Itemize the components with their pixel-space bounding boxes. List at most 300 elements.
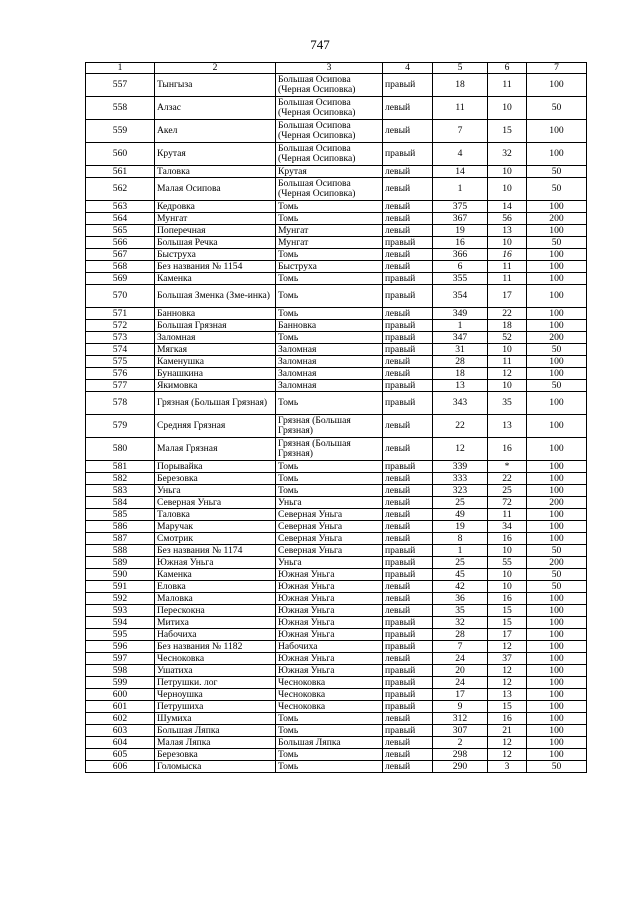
zone-width-cell: 100 <box>527 74 587 97</box>
river-name-cell: Алзас <box>155 97 276 120</box>
table-row <box>86 201 587 213</box>
row-number-cell: 599 <box>86 677 155 689</box>
zone-width-cell: 50 <box>527 178 587 201</box>
river-name-cell: Большая Речка <box>155 237 276 249</box>
distance-from-mouth-cell: 16 <box>433 237 488 249</box>
row-number-cell: 594 <box>86 617 155 629</box>
column-header: 1 <box>86 63 155 74</box>
flows-into-cell: Северная Уньга <box>276 533 383 545</box>
zone-width-cell: 100 <box>527 285 587 308</box>
distance-from-mouth-cell: 355 <box>433 273 488 285</box>
distance-from-mouth-cell: 1 <box>433 545 488 557</box>
river-name-cell: Еловка <box>155 581 276 593</box>
length-km-cell: 12 <box>488 677 527 689</box>
river-name-cell: Малая Грязная <box>155 438 276 461</box>
bank-cell: правый <box>383 143 433 166</box>
length-km-cell: 13 <box>488 225 527 237</box>
length-km-cell: 18 <box>488 320 527 332</box>
row-number-cell: 603 <box>86 725 155 737</box>
table-body <box>86 74 587 773</box>
table-row <box>86 356 587 368</box>
zone-width-cell: 50 <box>527 237 587 249</box>
river-name-cell: Голомыска <box>155 761 276 773</box>
distance-from-mouth-cell: 354 <box>433 285 488 308</box>
zone-width-cell: 100 <box>527 617 587 629</box>
header-row <box>86 63 587 74</box>
zone-width-cell: 100 <box>527 725 587 737</box>
flows-into-cell: Грязная (Большая Грязная) <box>276 415 383 438</box>
river-name-cell: Якимовка <box>155 380 276 392</box>
page-number: 747 <box>310 37 330 52</box>
zone-width-cell: 100 <box>527 415 587 438</box>
zone-width-cell: 100 <box>527 713 587 725</box>
row-number-cell: 591 <box>86 581 155 593</box>
table-row <box>86 225 587 237</box>
zone-width-cell: 100 <box>527 701 587 713</box>
distance-from-mouth-cell: 36 <box>433 593 488 605</box>
flows-into-cell: Томь <box>276 213 383 225</box>
length-km-cell: 11 <box>488 74 527 97</box>
table-row <box>86 761 587 773</box>
table-row <box>86 415 587 438</box>
row-number-cell: 571 <box>86 308 155 320</box>
table-row <box>86 581 587 593</box>
zone-width-cell: 100 <box>527 308 587 320</box>
row-number-cell: 585 <box>86 509 155 521</box>
row-number-cell: 590 <box>86 569 155 581</box>
table-row <box>86 461 587 473</box>
zone-width-cell: 100 <box>527 677 587 689</box>
table-row <box>86 261 587 273</box>
distance-from-mouth-cell: 31 <box>433 344 488 356</box>
river-name-cell: Тынгыза <box>155 74 276 97</box>
table-row <box>86 213 587 225</box>
distance-from-mouth-cell: 49 <box>433 509 488 521</box>
length-km-cell: 11 <box>488 261 527 273</box>
flows-into-cell: Томь <box>276 392 383 415</box>
distance-from-mouth-cell: 6 <box>433 261 488 273</box>
length-km-cell: 52 <box>488 332 527 344</box>
bank-cell: левый <box>383 581 433 593</box>
row-number-cell: 569 <box>86 273 155 285</box>
distance-from-mouth-cell: 12 <box>433 438 488 461</box>
column-header: 2 <box>155 63 276 74</box>
river-name-cell: Быструха <box>155 249 276 261</box>
bank-cell: правый <box>383 545 433 557</box>
bank-cell: правый <box>383 641 433 653</box>
bank-cell: правый <box>383 629 433 641</box>
table-row <box>86 557 587 569</box>
bank-cell: левый <box>383 497 433 509</box>
distance-from-mouth-cell: 7 <box>433 641 488 653</box>
length-km-cell: 34 <box>488 521 527 533</box>
zone-width-cell: 50 <box>527 569 587 581</box>
table-row <box>86 74 587 97</box>
zone-width-cell: 50 <box>527 761 587 773</box>
row-number-cell: 588 <box>86 545 155 557</box>
river-name-cell: Таловка <box>155 509 276 521</box>
row-number-cell: 566 <box>86 237 155 249</box>
zone-width-cell: 200 <box>527 557 587 569</box>
distance-from-mouth-cell: 22 <box>433 415 488 438</box>
distance-from-mouth-cell: 24 <box>433 677 488 689</box>
bank-cell: левый <box>383 521 433 533</box>
table-row <box>86 143 587 166</box>
flows-into-cell: Томь <box>276 285 383 308</box>
flows-into-cell: Томь <box>276 249 383 261</box>
length-km-cell: 16 <box>488 713 527 725</box>
row-number-cell: 595 <box>86 629 155 641</box>
river-name-cell: Каменка <box>155 569 276 581</box>
bank-cell: правый <box>383 320 433 332</box>
table-row <box>86 629 587 641</box>
length-km-cell: 13 <box>488 689 527 701</box>
bank-cell: левый <box>383 605 433 617</box>
row-number-cell: 606 <box>86 761 155 773</box>
distance-from-mouth-cell: 11 <box>433 97 488 120</box>
bank-cell: левый <box>383 653 433 665</box>
length-km-cell: 10 <box>488 97 527 120</box>
row-number-cell: 558 <box>86 97 155 120</box>
table-row <box>86 308 587 320</box>
distance-from-mouth-cell: 323 <box>433 485 488 497</box>
zone-width-cell: 100 <box>527 356 587 368</box>
bank-cell: правый <box>383 332 433 344</box>
flows-into-cell: Большая Осипова (Черная Осиповка) <box>276 143 383 166</box>
bank-cell: левый <box>383 308 433 320</box>
bank-cell: левый <box>383 415 433 438</box>
table-row <box>86 249 587 261</box>
row-number-cell: 568 <box>86 261 155 273</box>
zone-width-cell: 100 <box>527 249 587 261</box>
distance-from-mouth-cell: 28 <box>433 629 488 641</box>
zone-width-cell: 50 <box>527 545 587 557</box>
row-number-cell: 605 <box>86 749 155 761</box>
length-km-cell: 56 <box>488 213 527 225</box>
table-row <box>86 653 587 665</box>
bank-cell: правый <box>383 237 433 249</box>
zone-width-cell: 100 <box>527 485 587 497</box>
distance-from-mouth-cell: 28 <box>433 356 488 368</box>
length-km-cell: 15 <box>488 617 527 629</box>
zone-width-cell: 100 <box>527 593 587 605</box>
row-number-cell: 604 <box>86 737 155 749</box>
table-row <box>86 713 587 725</box>
length-km-cell: 35 <box>488 392 527 415</box>
river-name-cell: Большая Грязная <box>155 320 276 332</box>
length-km-cell: 10 <box>488 237 527 249</box>
river-name-cell: Без названия № 1154 <box>155 261 276 273</box>
distance-from-mouth-cell: 1 <box>433 178 488 201</box>
zone-width-cell: 100 <box>527 273 587 285</box>
table-row <box>86 701 587 713</box>
bank-cell: левый <box>383 533 433 545</box>
zone-width-cell: 100 <box>527 120 587 143</box>
table-row <box>86 533 587 545</box>
flows-into-cell: Заломная <box>276 368 383 380</box>
distance-from-mouth-cell: 42 <box>433 581 488 593</box>
distance-from-mouth-cell: 20 <box>433 665 488 677</box>
zone-width-cell: 100 <box>527 641 587 653</box>
zone-width-cell: 200 <box>527 332 587 344</box>
bank-cell: правый <box>383 665 433 677</box>
row-number-cell: 574 <box>86 344 155 356</box>
length-km-cell: 15 <box>488 701 527 713</box>
distance-from-mouth-cell: 367 <box>433 213 488 225</box>
flows-into-cell: Томь <box>276 308 383 320</box>
length-km-cell: 10 <box>488 344 527 356</box>
bank-cell: левый <box>383 356 433 368</box>
flows-into-cell: Томь <box>276 201 383 213</box>
river-name-cell: Заломная <box>155 332 276 344</box>
row-number-cell: 561 <box>86 166 155 178</box>
length-km-cell: 15 <box>488 120 527 143</box>
flows-into-cell: Большая Осипова (Черная Осиповка) <box>276 120 383 143</box>
river-name-cell: Большая Ляпка <box>155 725 276 737</box>
bank-cell: левый <box>383 761 433 773</box>
bank-cell: левый <box>383 737 433 749</box>
row-number-cell: 573 <box>86 332 155 344</box>
flows-into-cell: Крутая <box>276 166 383 178</box>
zone-width-cell: 50 <box>527 344 587 356</box>
bank-cell: левый <box>383 509 433 521</box>
flows-into-cell: Чесноковка <box>276 677 383 689</box>
bank-cell: правый <box>383 285 433 308</box>
river-name-cell: Без названия № 1174 <box>155 545 276 557</box>
row-number-cell: 565 <box>86 225 155 237</box>
distance-from-mouth-cell: 366 <box>433 249 488 261</box>
table-row <box>86 497 587 509</box>
length-km-cell: 15 <box>488 605 527 617</box>
flows-into-cell: Мунгат <box>276 225 383 237</box>
row-number-cell: 582 <box>86 473 155 485</box>
row-number-cell: 587 <box>86 533 155 545</box>
row-number-cell: 581 <box>86 461 155 473</box>
table-row <box>86 178 587 201</box>
length-km-cell: 12 <box>488 737 527 749</box>
length-km-cell: 37 <box>488 653 527 665</box>
distance-from-mouth-cell: 19 <box>433 225 488 237</box>
flows-into-cell: Южная Уньга <box>276 665 383 677</box>
distance-from-mouth-cell: 347 <box>433 332 488 344</box>
distance-from-mouth-cell: 25 <box>433 497 488 509</box>
river-name-cell: Кедровка <box>155 201 276 213</box>
distance-from-mouth-cell: 7 <box>433 120 488 143</box>
row-number-cell: 596 <box>86 641 155 653</box>
flows-into-cell: Южная Уньга <box>276 629 383 641</box>
river-name-cell: Малая Осипова <box>155 178 276 201</box>
length-km-cell: 55 <box>488 557 527 569</box>
length-km-cell: 14 <box>488 201 527 213</box>
flows-into-cell: Южная Уньга <box>276 605 383 617</box>
bank-cell: правый <box>383 689 433 701</box>
table-row <box>86 438 587 461</box>
bank-cell: правый <box>383 557 433 569</box>
river-name-cell: Перескокна <box>155 605 276 617</box>
bank-cell: левый <box>383 593 433 605</box>
flows-into-cell: Уньга <box>276 557 383 569</box>
bank-cell: левый <box>383 713 433 725</box>
flows-into-cell: Северная Уньга <box>276 509 383 521</box>
flows-into-cell: Быструха <box>276 261 383 273</box>
river-name-cell: Северная Уньга <box>155 497 276 509</box>
row-number-cell: 567 <box>86 249 155 261</box>
length-km-cell: 21 <box>488 725 527 737</box>
table-row <box>86 605 587 617</box>
bank-cell: левый <box>383 225 433 237</box>
length-km-cell: 16 <box>488 438 527 461</box>
distance-from-mouth-cell: 312 <box>433 713 488 725</box>
flows-into-cell: Южная Уньга <box>276 593 383 605</box>
distance-from-mouth-cell: 298 <box>433 749 488 761</box>
length-km-cell: 12 <box>488 749 527 761</box>
zone-width-cell: 100 <box>527 605 587 617</box>
flows-into-cell: Заломная <box>276 356 383 368</box>
column-header: 7 <box>527 63 587 74</box>
length-km-cell: 22 <box>488 308 527 320</box>
row-number-cell: 597 <box>86 653 155 665</box>
river-name-cell: Шумиха <box>155 713 276 725</box>
distance-from-mouth-cell: 2 <box>433 737 488 749</box>
row-number-cell: 575 <box>86 356 155 368</box>
length-km-cell: 16 <box>488 533 527 545</box>
distance-from-mouth-cell: 9 <box>433 701 488 713</box>
river-name-cell: Каменка <box>155 273 276 285</box>
distance-from-mouth-cell: 339 <box>433 461 488 473</box>
river-name-cell: Малая Ляпка <box>155 737 276 749</box>
row-number-cell: 583 <box>86 485 155 497</box>
table-row <box>86 593 587 605</box>
flows-into-cell: Томь <box>276 749 383 761</box>
bank-cell: левый <box>383 749 433 761</box>
column-header: 3 <box>276 63 383 74</box>
table-row <box>86 344 587 356</box>
flows-into-cell: Набочиха <box>276 641 383 653</box>
zone-width-cell: 100 <box>527 689 587 701</box>
row-number-cell: 577 <box>86 380 155 392</box>
row-number-cell: 589 <box>86 557 155 569</box>
river-name-cell: Порывайка <box>155 461 276 473</box>
zone-width-cell: 100 <box>527 461 587 473</box>
length-km-cell: 12 <box>488 641 527 653</box>
river-name-cell: Митиха <box>155 617 276 629</box>
row-number-cell: 578 <box>86 392 155 415</box>
rivers-table <box>85 62 587 773</box>
flows-into-cell: Северная Уньга <box>276 545 383 557</box>
river-name-cell: Без названия № 1182 <box>155 641 276 653</box>
length-km-cell: 10 <box>488 178 527 201</box>
river-name-cell: Большая Зменка (Зме-инка) <box>155 285 276 308</box>
zone-width-cell: 100 <box>527 737 587 749</box>
distance-from-mouth-cell: 18 <box>433 368 488 380</box>
distance-from-mouth-cell: 18 <box>433 74 488 97</box>
bank-cell: правый <box>383 344 433 356</box>
distance-from-mouth-cell: 349 <box>433 308 488 320</box>
zone-width-cell: 100 <box>527 143 587 166</box>
bank-cell: правый <box>383 617 433 629</box>
flows-into-cell: Южная Уньга <box>276 653 383 665</box>
river-name-cell: Смотрик <box>155 533 276 545</box>
length-km-cell: 72 <box>488 497 527 509</box>
length-km-cell: 17 <box>488 285 527 308</box>
flows-into-cell: Южная Уньга <box>276 617 383 629</box>
zone-width-cell: 100 <box>527 749 587 761</box>
distance-from-mouth-cell: 32 <box>433 617 488 629</box>
zone-width-cell: 100 <box>527 533 587 545</box>
river-name-cell: Набочиха <box>155 629 276 641</box>
row-number-cell: 562 <box>86 178 155 201</box>
river-name-cell: Бунашкина <box>155 368 276 380</box>
zone-width-cell: 200 <box>527 497 587 509</box>
table-row <box>86 725 587 737</box>
length-km-cell: 10 <box>488 569 527 581</box>
river-name-cell: Таловка <box>155 166 276 178</box>
length-km-cell: 11 <box>488 273 527 285</box>
flows-into-cell: Южная Уньга <box>276 569 383 581</box>
flows-into-cell: Томь <box>276 273 383 285</box>
column-header: 6 <box>488 63 527 74</box>
bank-cell: левый <box>383 368 433 380</box>
length-km-cell: 13 <box>488 415 527 438</box>
river-name-cell: Черноушка <box>155 689 276 701</box>
table-row <box>86 737 587 749</box>
distance-from-mouth-cell: 343 <box>433 392 488 415</box>
zone-width-cell: 100 <box>527 225 587 237</box>
bank-cell: правый <box>383 273 433 285</box>
river-name-cell: Акел <box>155 120 276 143</box>
table-row <box>86 320 587 332</box>
flows-into-cell: Большая Осипова (Черная Осиповка) <box>276 178 383 201</box>
zone-width-cell: 200 <box>527 213 587 225</box>
bank-cell: правый <box>383 725 433 737</box>
flows-into-cell: Мунгат <box>276 237 383 249</box>
distance-from-mouth-cell: 13 <box>433 380 488 392</box>
river-name-cell: Банновка <box>155 308 276 320</box>
river-name-cell: Маручак <box>155 521 276 533</box>
column-header: 5 <box>433 63 488 74</box>
row-number-cell: 593 <box>86 605 155 617</box>
length-km-cell: 25 <box>488 485 527 497</box>
table-row <box>86 545 587 557</box>
table-row <box>86 273 587 285</box>
bank-cell: правый <box>383 569 433 581</box>
table-row <box>86 392 587 415</box>
row-number-cell: 557 <box>86 74 155 97</box>
table-row <box>86 237 587 249</box>
river-name-cell: Крутая <box>155 143 276 166</box>
zone-width-cell: 100 <box>527 201 587 213</box>
flows-into-cell: Томь <box>276 332 383 344</box>
bank-cell: левый <box>383 97 433 120</box>
zone-width-cell: 100 <box>527 473 587 485</box>
flows-into-cell: Южная Уньга <box>276 581 383 593</box>
river-name-cell: Березовка <box>155 749 276 761</box>
length-km-cell: 12 <box>488 368 527 380</box>
distance-from-mouth-cell: 1 <box>433 320 488 332</box>
distance-from-mouth-cell: 307 <box>433 725 488 737</box>
row-number-cell: 592 <box>86 593 155 605</box>
flows-into-cell: Чесноковка <box>276 689 383 701</box>
flows-into-cell: Большая Осипова (Черная Осиповка) <box>276 97 383 120</box>
bank-cell: правый <box>383 380 433 392</box>
bank-cell: левый <box>383 120 433 143</box>
row-number-cell: 580 <box>86 438 155 461</box>
row-number-cell: 564 <box>86 213 155 225</box>
river-name-cell: Петрушки. лог <box>155 677 276 689</box>
bank-cell: левый <box>383 473 433 485</box>
table-row <box>86 677 587 689</box>
table-row <box>86 749 587 761</box>
